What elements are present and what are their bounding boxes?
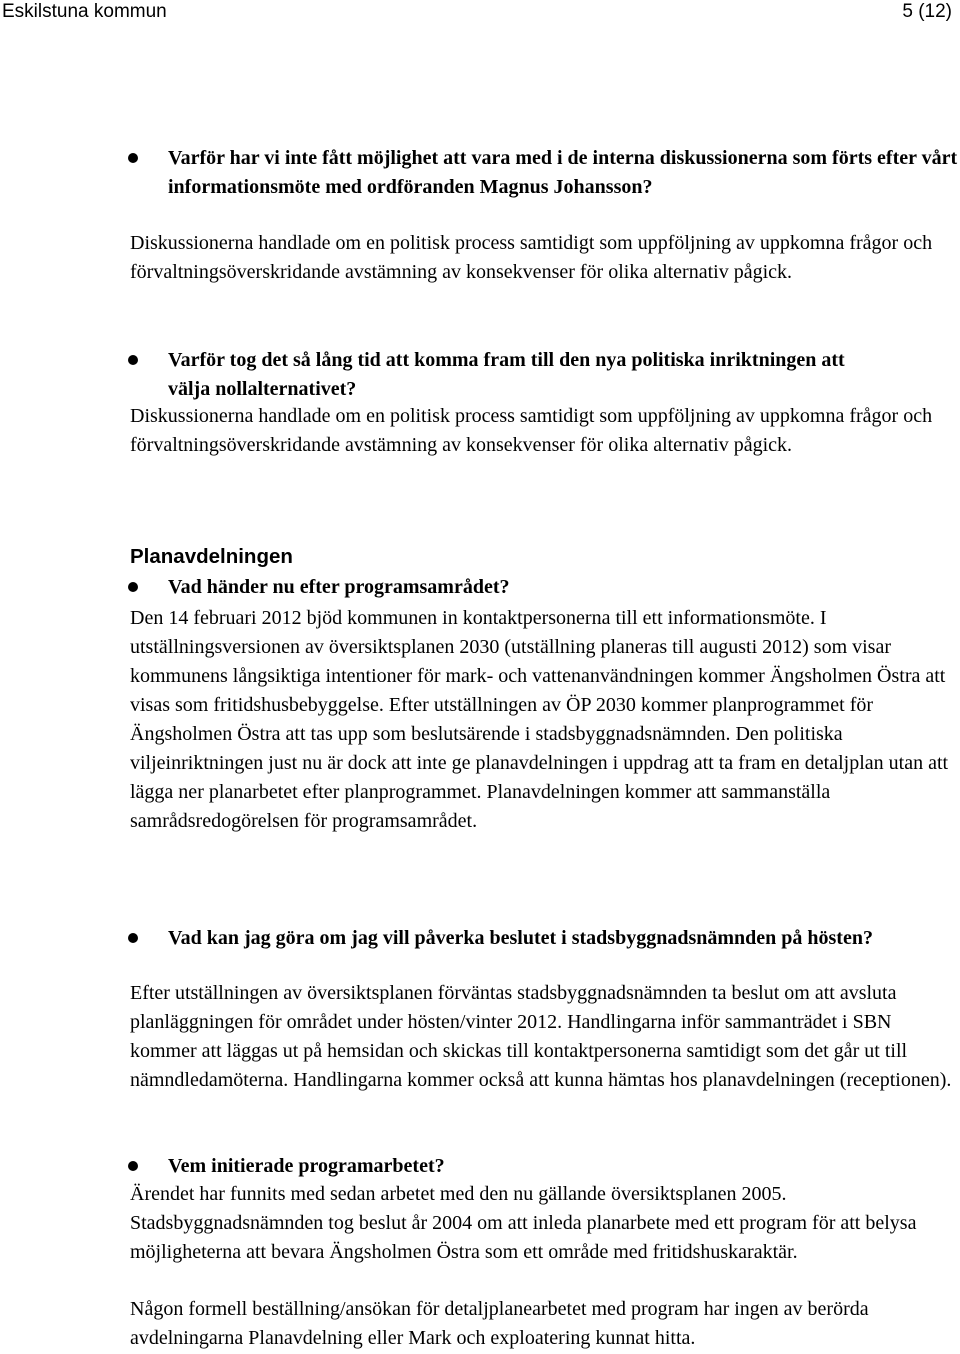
question-4: Vad kan jag göra om jag vill påverka beslutet i stadsbyggnadsnämnden på hösten? <box>168 927 873 949</box>
page-header <box>0 0 960 26</box>
page-number: 5 (12) <box>902 1 952 22</box>
answer-3: Den 14 februari 2012 bjöd kommunen in kontaktpersonerna till ett informationsmöte. I utställningsversionen av översiktsplanen 2030 (utställning planeras till augusti 2012) som visar kommunens långsiktiga intentioner för mark- och vattenanvändningen kommer Ängsholmen Östra att visas som fritidshusbebyggelse. Efter utställningen av ÖP 2030 kommer planprogrammet för Ängsholmen Östra att tas upp som beslutsärende i stadsbyggnadsnämnden. Den politiska viljeinriktningen just nu är dock att inte ge planavdelningen i uppdrag att ta fram en detaljplan utan att lägga ner planarbetet efter planprogrammet. Planavdelningen kommer att sammanställa samrådsredogörelsen för programsamrådet. <box>130 607 949 832</box>
answer-5-continued: Någon formell beställning/ansökan för detaljplanearbetet med program har ingen av berörda avdelningarna Planavdelning eller Mark och exploatering kunnat hitta. <box>130 1298 869 1349</box>
section-heading: Planavdelningen <box>130 545 293 568</box>
bullet-icon <box>128 582 138 592</box>
question-5: Vem initierade programarbetet? <box>168 1155 445 1177</box>
bullet-icon <box>128 1161 138 1171</box>
bullet-icon <box>128 153 138 163</box>
bullet-icon <box>128 933 138 943</box>
answer-4: Efter utställningen av översiktsplanen förväntas stadsbyggnadsnämnden ta beslut om att avsluta planläggningen för området under hösten/vinter 2012. Handlingarna inför sammanträdet i SBN kommer att läggas ut på hemsidan och skickas till kontaktpersonerna samtidigt som det går ut till nämndledamöterna. Handlingarna kommer också att kunna hämtas hos planavdelningen (receptionen). <box>130 982 952 1091</box>
organization-name: Eskilstuna kommun <box>2 1 167 22</box>
question-3: Vad händer nu efter programsamrådet? <box>168 576 510 598</box>
bullet-icon <box>128 355 138 365</box>
answer-5: Ärendet har funnits med sedan arbetet med den nu gällande översiktsplanen 2005. Stadsbyggnadsnämnden tog beslut år 2004 om att inleda planarbete med ett program för att belysa möjligheterna att bevara Ängsholmen Östra som ett område med fritidshuskaraktär. <box>130 1183 917 1263</box>
answer-2: Diskussionerna handlade om en politisk process samtidigt som uppföljning av uppkomna frågor och förvaltningsöverskridande avstämning av konsekvenser för olika alternativ pågick. <box>130 405 933 456</box>
answer-1: Diskussionerna handlade om en politisk process samtidigt som uppföljning av uppkomna frågor och förvaltningsöverskridande avstämning av konsekvenser för olika alternativ pågick. <box>130 232 933 283</box>
question-1: Varför har vi inte fått möjlighet att vara med i de interna diskussionerna som förts efter vårt informationsmöte med ordföranden Magnus Johansson? <box>168 147 958 198</box>
question-2: Varför tog det så lång tid att komma fram till den nya politiska inriktningen att välja nollalternativet? <box>168 349 845 400</box>
